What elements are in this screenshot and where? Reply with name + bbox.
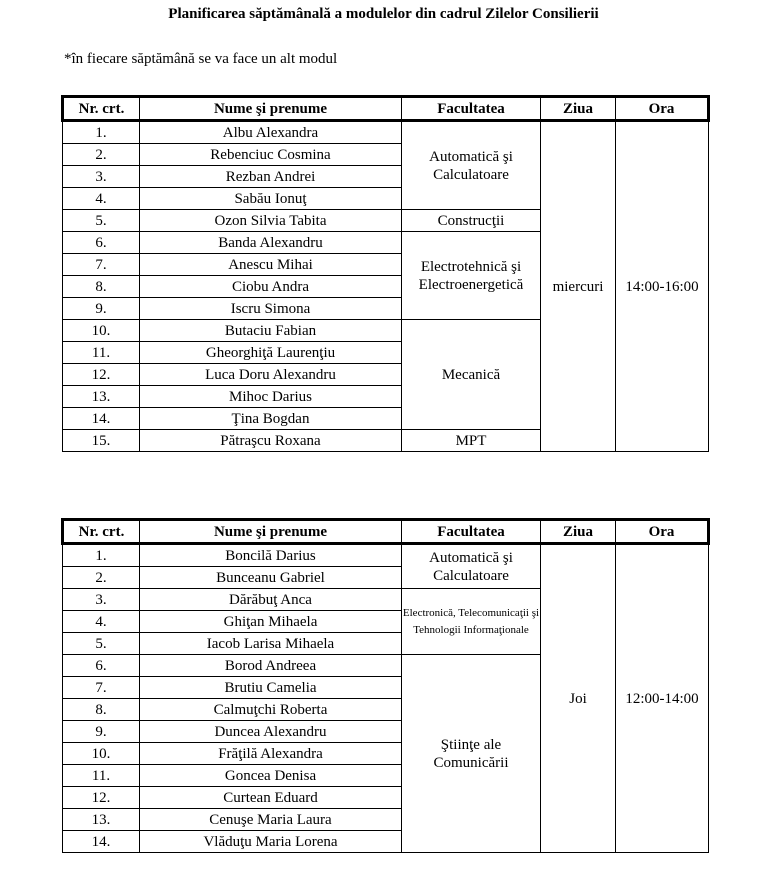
row-name: Duncea Alexandru bbox=[140, 721, 402, 743]
row-name: Mihoc Darius bbox=[140, 386, 402, 408]
row-name: Ciobu Andra bbox=[140, 276, 402, 298]
row-name: Ozon Silvia Tabita bbox=[140, 210, 402, 232]
row-name: Brutiu Camelia bbox=[140, 677, 402, 699]
row-name: Pătraşcu Roxana bbox=[140, 430, 402, 452]
row-nr: 10. bbox=[63, 743, 140, 765]
header-faculty: Facultatea bbox=[402, 520, 541, 544]
row-nr: 7. bbox=[63, 254, 140, 276]
row-nr: 3. bbox=[63, 166, 140, 188]
row-name: Frăţilă Alexandra bbox=[140, 743, 402, 765]
row-nr: 8. bbox=[63, 276, 140, 298]
row-nr: 13. bbox=[63, 386, 140, 408]
row-name: Iscru Simona bbox=[140, 298, 402, 320]
header-time: Ora bbox=[616, 520, 709, 544]
faculty-cell: Electrotehnică şi Electroenergetică bbox=[402, 232, 541, 320]
row-name: Iacob Larisa Mihaela bbox=[140, 633, 402, 655]
row-name: Goncea Denisa bbox=[140, 765, 402, 787]
day-cell: miercuri bbox=[541, 121, 616, 452]
table-row bbox=[63, 544, 709, 567]
row-name: Luca Doru Alexandru bbox=[140, 364, 402, 386]
header-name: Nume şi prenume bbox=[140, 520, 402, 544]
row-nr: 4. bbox=[63, 611, 140, 633]
row-nr: 13. bbox=[63, 809, 140, 831]
row-nr: 14. bbox=[63, 831, 140, 853]
row-name: Bunceanu Gabriel bbox=[140, 567, 402, 589]
faculty-cell: Automatică şi Calculatoare bbox=[402, 121, 541, 210]
schedule-table-1 bbox=[61, 95, 710, 452]
header-nr: Nr. crt. bbox=[63, 97, 140, 121]
row-nr: 6. bbox=[63, 655, 140, 677]
row-name: Cenuşe Maria Laura bbox=[140, 809, 402, 831]
header-nr: Nr. crt. bbox=[63, 520, 140, 544]
row-name: Boncilă Darius bbox=[140, 544, 402, 567]
row-name: Vlăduţu Maria Lorena bbox=[140, 831, 402, 853]
row-name: Ţina Bogdan bbox=[140, 408, 402, 430]
table-header-row bbox=[63, 97, 709, 121]
row-name: Dărăbuţ Anca bbox=[140, 589, 402, 611]
row-nr: 3. bbox=[63, 589, 140, 611]
row-nr: 6. bbox=[63, 232, 140, 254]
row-name: Rezban Andrei bbox=[140, 166, 402, 188]
header-name: Nume şi prenume bbox=[140, 97, 402, 121]
faculty-cell: Ştiinţe ale Comunicării bbox=[402, 655, 541, 853]
row-name: Butaciu Fabian bbox=[140, 320, 402, 342]
row-nr: 1. bbox=[63, 121, 140, 144]
row-name: Calmuţchi Roberta bbox=[140, 699, 402, 721]
row-nr: 15. bbox=[63, 430, 140, 452]
note-text: *în fiecare săptămână se va face un alt modul bbox=[64, 51, 338, 67]
time-cell: 12:00-14:00 bbox=[616, 544, 709, 853]
row-name: Anescu Mihai bbox=[140, 254, 402, 276]
row-nr: 4. bbox=[63, 188, 140, 210]
faculty-cell: Mecanică bbox=[402, 320, 541, 430]
table-header-row bbox=[63, 520, 709, 544]
row-nr: 5. bbox=[63, 210, 140, 232]
row-name: Sabău Ionuţ bbox=[140, 188, 402, 210]
row-nr: 9. bbox=[63, 721, 140, 743]
row-name: Borod Andreea bbox=[140, 655, 402, 677]
faculty-cell: MPT bbox=[402, 430, 541, 452]
row-nr: 14. bbox=[63, 408, 140, 430]
row-nr: 7. bbox=[63, 677, 140, 699]
faculty-cell: Automatică şi Calculatoare bbox=[402, 544, 541, 589]
row-nr: 11. bbox=[63, 765, 140, 787]
row-nr: 12. bbox=[63, 364, 140, 386]
schedule-table-2 bbox=[61, 518, 710, 853]
row-nr: 11. bbox=[63, 342, 140, 364]
row-nr: 8. bbox=[63, 699, 140, 721]
row-nr: 2. bbox=[63, 567, 140, 589]
row-name: Albu Alexandra bbox=[140, 121, 402, 144]
row-name: Curtean Eduard bbox=[140, 787, 402, 809]
header-day: Ziua bbox=[541, 520, 616, 544]
faculty-cell: Construcţii bbox=[402, 210, 541, 232]
table-row bbox=[63, 121, 709, 144]
header-time: Ora bbox=[616, 97, 709, 121]
page-title: Planificarea săptămânală a modulelor din cadrul Zilelor Consilierii bbox=[168, 6, 599, 22]
row-nr: 10. bbox=[63, 320, 140, 342]
row-name: Gheorghiţă Laurenţiu bbox=[140, 342, 402, 364]
header-day: Ziua bbox=[541, 97, 616, 121]
row-nr: 9. bbox=[63, 298, 140, 320]
row-nr: 12. bbox=[63, 787, 140, 809]
day-cell: Joi bbox=[541, 544, 616, 853]
header-faculty: Facultatea bbox=[402, 97, 541, 121]
row-name: Ghiţan Mihaela bbox=[140, 611, 402, 633]
row-nr: 2. bbox=[63, 144, 140, 166]
faculty-cell: Electronică, Telecomunicaţii şi Tehnologii Informaţionale bbox=[402, 589, 541, 655]
row-name: Banda Alexandru bbox=[140, 232, 402, 254]
row-nr: 1. bbox=[63, 544, 140, 567]
row-nr: 5. bbox=[63, 633, 140, 655]
row-name: Rebenciuc Cosmina bbox=[140, 144, 402, 166]
time-cell: 14:00-16:00 bbox=[616, 121, 709, 452]
